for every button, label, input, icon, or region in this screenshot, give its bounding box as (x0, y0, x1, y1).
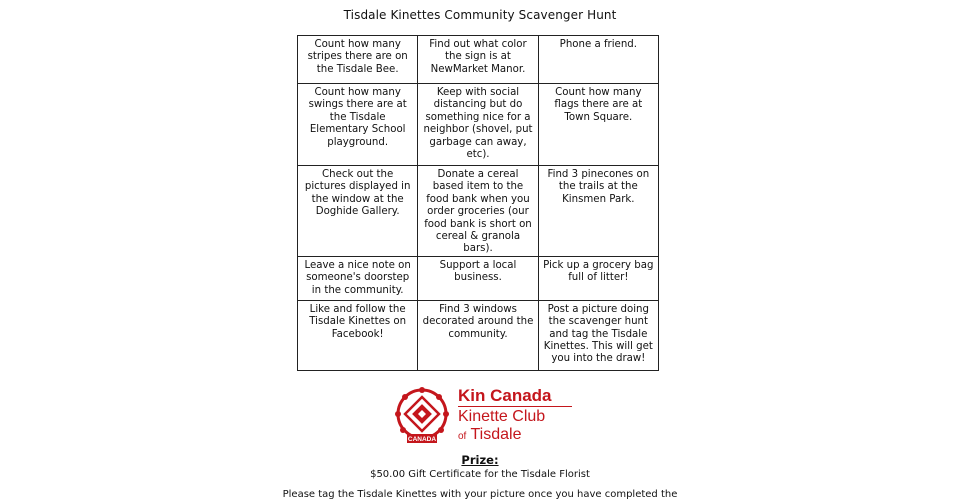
grid-cell: Keep with social distancing but do something nice for a neighbor (shovel, put garbage can away, etc). (418, 84, 538, 166)
grid-cell: Count how many flags there are at Town Square. (538, 84, 658, 166)
grid-cell: Find 3 windows decorated around the community. (418, 300, 538, 370)
grid-cell: Check out the pictures displayed in the window at the Doghide Gallery. (298, 166, 418, 257)
grid-row (298, 36, 659, 84)
grid-row (298, 84, 659, 166)
logo-town: Tisdale (470, 426, 522, 443)
prize-label: Prize: (461, 453, 499, 467)
grid-cell: Count how many stripes there are on the Tisdale Bee. (298, 36, 418, 84)
grid-cell: Donate a cereal based item to the food bank when you order groceries (our food bank is short on cereal & granola bars). (418, 166, 538, 257)
grid-cell: Leave a nice note on someone's doorstep in the community. (298, 256, 418, 300)
grid-cell: Find 3 pinecones on the trails at the Kinsmen Park. (538, 166, 658, 257)
grid-row (298, 300, 659, 370)
grid-row (298, 166, 659, 257)
prize-text: $50.00 Gift Certificate for the Tisdale Florist (370, 469, 590, 480)
grid-cell: Pick up a grocery bag full of litter! (538, 256, 658, 300)
page-title: Tisdale Kinettes Community Scavenger Hunt (343, 8, 617, 22)
grid-cell: Phone a friend. (538, 36, 658, 84)
scavenger-hunt-grid (297, 35, 659, 371)
grid-cell: Post a picture doing the scavenger hunt and tag the Tisdale Kinettes. This will get you into the draw! (538, 300, 658, 370)
logo-brand: Kin Canada (458, 386, 572, 407)
emblem-banner-text: CANADA (407, 436, 437, 443)
grid-cell: Find out what color the sign is at NewMarket Manor. (418, 36, 538, 84)
kin-canada-logo (390, 384, 572, 448)
logo-wordmark (458, 386, 572, 446)
logo-club-name: Kinette Club (458, 408, 546, 425)
logo-town-line (458, 426, 572, 446)
footer-note: Please tag the Tisdale Kinettes with your picture once you have completed the (282, 489, 678, 500)
logo-of: of (458, 431, 467, 442)
grid-cell: Like and follow the Tisdale Kinettes on Facebook! (298, 300, 418, 370)
grid-cell: Support a local business. (418, 256, 538, 300)
grid-cell: Count how many swings there are at the Tisdale Elementary School playground. (298, 84, 418, 166)
grid-row (298, 256, 659, 300)
kin-canada-emblem-icon (390, 384, 454, 448)
